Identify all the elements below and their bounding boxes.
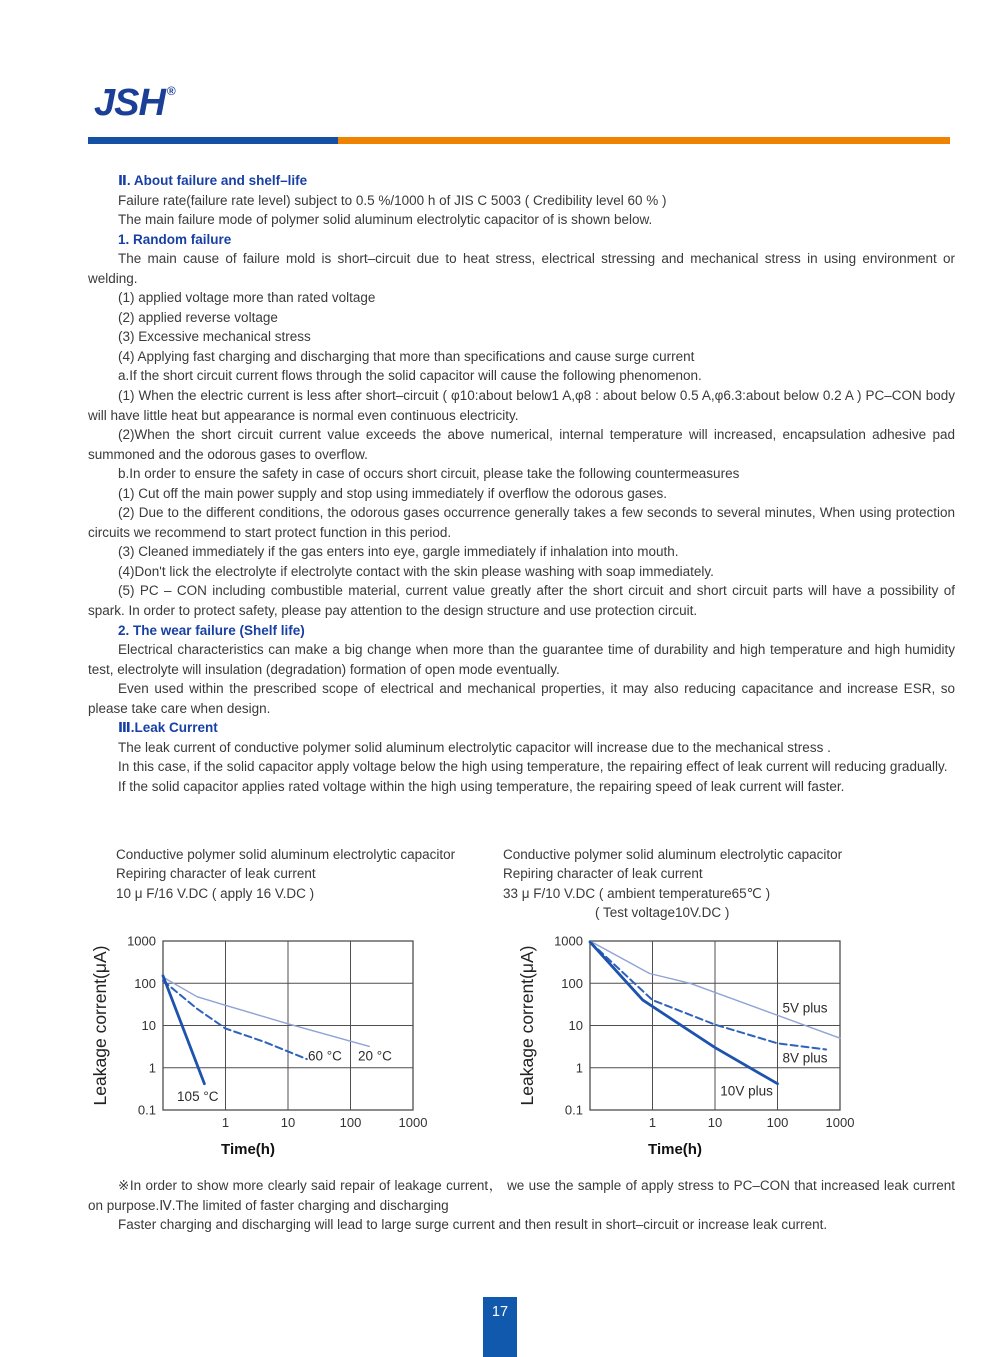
footnotes	[88, 1176, 955, 1235]
caption-line: 33 μ F/10 V.DC ( ambient temperature65℃ )	[503, 885, 771, 901]
list-item: (4) Applying fast charging and discharging that more than specifications and cause surge current	[118, 348, 695, 364]
caption-line: 10 μ F/16 V.DC ( apply 16 V.DC )	[116, 885, 315, 901]
list-item: (5) PC – CON including combustible material, current value greatly after the short circuit and short circuit parts will have a possibility of spark. In order to protect safety, please pay attention to the design structure and use protection circuit.	[88, 583, 955, 619]
svg-text:1000: 1000	[554, 933, 583, 949]
paragraph: a.If the short circuit current flows through the solid capacitor will cause the following phenomenon.	[118, 368, 702, 384]
list-item: (3) Excessive mechanical stress	[118, 329, 311, 345]
caption-line: Conductive polymer solid aluminum electrolytic capacitor	[503, 847, 843, 862]
section-heading: 1. Random failure	[118, 231, 232, 247]
note-paragraph: Faster charging and discharging will lead to large surge current and then result in short–circuit or increase leak current.	[118, 1217, 828, 1233]
paragraph: The main cause of failure mold is short–circuit due to heat stress, electrical stressing and mechanical stress in using environment or welding.	[88, 251, 955, 286]
svg-text:0.1: 0.1	[137, 1102, 156, 1118]
svg-text:60 °C: 60 °C	[307, 1048, 342, 1064]
jsh-logo	[94, 84, 174, 122]
section-heading: Ⅱ. About failure and shelf–life	[118, 173, 308, 188]
svg-text:10: 10	[568, 1018, 583, 1033]
paragraph: If the solid capacitor applies rated voltage within the high using temperature, the repairing speed of leak current will faster.	[118, 778, 845, 794]
svg-text:1000: 1000	[127, 933, 156, 949]
svg-text:8V plus: 8V plus	[782, 1050, 828, 1066]
section-heading: 2. The wear failure (Shelf life)	[118, 622, 305, 638]
svg-text:20 °C: 20 °C	[357, 1048, 392, 1064]
svg-text:1: 1	[575, 1060, 583, 1076]
caption-line: Conductive polymer solid aluminum electrolytic capacitor	[116, 847, 456, 862]
svg-text:1000: 1000	[398, 1115, 428, 1130]
list-item: (1) applied voltage more than rated voltage	[118, 290, 376, 306]
paragraph: b.In order to ensure the safety in case of occurs short circuit, please take the following countermeasures	[118, 466, 740, 482]
list-item: (1) When the electric current is less after short–circuit ( φ10:about below1 A,φ8 : about below 0.5 A,φ6.3:about below 0.2 A ) PC–CON body will have little heat but appearance is normal even continuous electricity.	[88, 388, 955, 423]
svg-text:Leakage corrent(μA): Leakage corrent(μA)	[92, 945, 110, 1106]
svg-text:0.1: 0.1	[564, 1102, 583, 1118]
paragraph: The main failure mode of polymer solid aluminum electrolytic capacitor of is shown below.	[118, 212, 653, 228]
header-rule-orange	[338, 137, 950, 144]
paragraph: The leak current of conductive polymer solid aluminum electrolytic capacitor will increase due to the mechanical stress .	[118, 739, 831, 755]
leakage-current-chart-left-svg	[92, 933, 464, 1167]
svg-text:10: 10	[280, 1115, 296, 1130]
caption-line: ( Test voltage10V.DC )	[595, 905, 730, 921]
list-item: (4)Don't lick the electrolyte if electrolyte contact with the skin please washing with soap immediately.	[118, 563, 714, 579]
note-paragraph: ※In order to show more clearly said repair of leakage current， we use the sample of apply stress to PC–CON that increased leak current on purpose.Ⅳ.The limited of faster charging and discharging	[88, 1178, 955, 1213]
paragraph: In this case, if the solid capacitor apply voltage below the high using temperature, the repairing effect of leak current will reducing gradually.	[118, 759, 948, 775]
caption-line: Repiring character of leak current	[116, 866, 316, 882]
svg-text:10: 10	[707, 1115, 723, 1130]
svg-text:100: 100	[339, 1115, 362, 1130]
svg-text:100: 100	[766, 1115, 789, 1130]
page-number: 17	[491, 1304, 509, 1320]
right-figure-caption	[503, 845, 933, 923]
page-number-tab	[483, 1297, 517, 1357]
svg-text:1: 1	[148, 1060, 156, 1076]
svg-text:5V plus: 5V plus	[782, 1000, 828, 1016]
logo-text: JSH	[94, 82, 165, 124]
registered-trademark-icon: ®	[166, 84, 176, 98]
list-item: (1) Cut off the main power supply and stop using immediately if overflow the odorous gases.	[118, 485, 668, 501]
list-item: (2) applied reverse voltage	[118, 309, 278, 325]
header-rule	[88, 137, 950, 144]
svg-text:1000: 1000	[825, 1115, 855, 1130]
svg-text:1: 1	[648, 1115, 657, 1130]
svg-text:100: 100	[561, 975, 583, 991]
svg-text:Leakage corrent(μA): Leakage corrent(μA)	[519, 945, 537, 1106]
svg-text:105 °C: 105 °C	[177, 1088, 219, 1104]
list-item: (2) Due to the different conditions, the odorous gases occurrence generally takes a few seconds to several minutes, When using protection circuits we recommend to start protect function in this period.	[88, 505, 955, 540]
paragraph: Failure rate(failure rate level) subject to 0.5 %/1000 h of JIS C 5003 ( Credibility level 60 % )	[118, 192, 667, 208]
list-item: (3) Cleaned immediately if the gas enters into eye, gargle immediately if inhalation into mouth.	[118, 544, 679, 560]
caption-line: Repiring character of leak current	[503, 866, 703, 882]
svg-text:10V plus: 10V plus	[720, 1083, 773, 1099]
section-heading: Ⅲ.Leak Current	[118, 720, 218, 736]
svg-text:10: 10	[141, 1018, 156, 1033]
left-figure-caption	[116, 845, 516, 903]
svg-text:100: 100	[134, 975, 156, 991]
list-item: (2)When the short circuit current value exceeds the above numerical, internal temperature will increased, encapsulation adhesive pad summoned and the odorous gases to overflow.	[88, 427, 955, 462]
header-rule-blue	[88, 137, 338, 144]
document-body	[88, 171, 955, 797]
svg-text:Time(h): Time(h)	[221, 1141, 275, 1158]
paragraph: Electrical characteristics can make a big change when more than the guarantee time of durability and high temperature and high humidity test, electrolyte will insulation (degradation) formation of open mode eventually.	[88, 642, 955, 677]
paragraph: Even used within the prescribed scope of electrical and mechanical properties, it may also reducing capacitance and increase ESR, so please take care when design.	[88, 681, 955, 716]
svg-text:1: 1	[221, 1115, 230, 1130]
leakage-current-chart-right-svg	[519, 933, 891, 1167]
svg-text:Time(h): Time(h)	[648, 1141, 702, 1158]
leakage-current-chart-right	[519, 933, 891, 1172]
leakage-current-chart-left	[92, 933, 464, 1172]
